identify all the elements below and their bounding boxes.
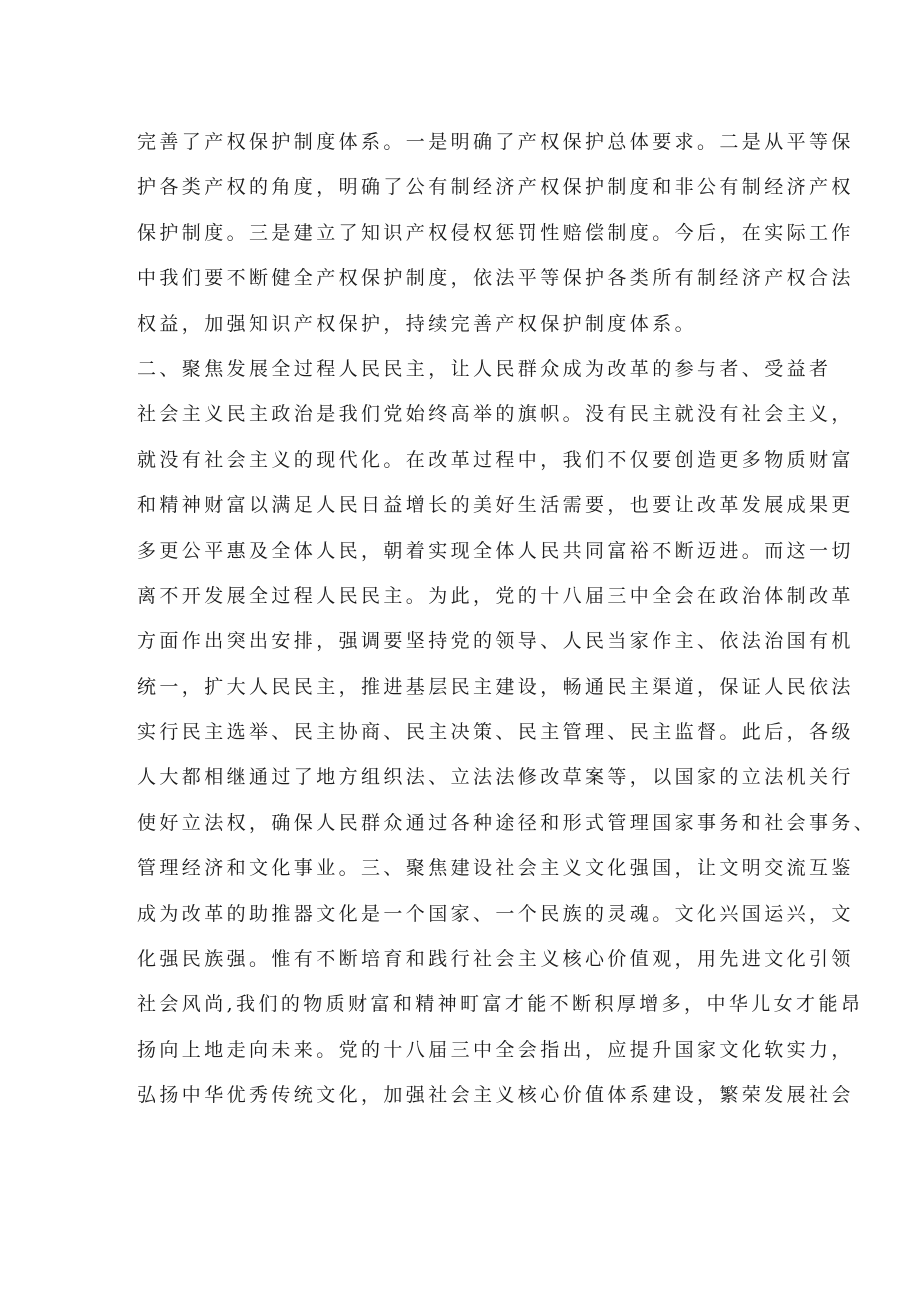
body-text	[137, 120, 877, 1119]
text-line: 权益，加强知识产权保护，持续完善产权保护制度体系。	[137, 312, 698, 335]
text-line: 离不开发展全过程人民民主。为此，党的十八届三中全会在政治体制改革	[137, 584, 854, 607]
text-line: 社会主义民主政治是我们党始终高举的旗帜。没有民主就没有社会主义，	[137, 403, 854, 426]
text-line: 使好立法权，确保人民群众通过各种途径和形式管理国家事务和社会事务、	[137, 811, 877, 834]
text-line: 就没有社会主义的现代化。在改革过程中，我们不仅要创造更多物质财富	[137, 448, 854, 471]
text-line: 人大都相继通过了地方组织法、立法法修改草案等，以国家的立法机关行	[137, 766, 854, 789]
text-line: 扬向上地走向未来。党的十八届三中全会指出，应提升国家文化软实力，	[137, 1038, 854, 1061]
text-line: 中我们要不断健全产权保护制度，依法平等保护各类所有制经济产权合法	[137, 267, 854, 290]
text-line: 方面作出突出安排，强调要坚持党的领导、人民当家作主、依法治国有机	[137, 630, 854, 653]
text-line: 和精神财富以满足人民日益增长的美好生活需要，也要让改革发展成果更	[137, 494, 854, 517]
text-line: 管理经济和文化事业。三、聚焦建设社会主义文化强国，让文明交流互鉴	[137, 857, 854, 880]
text-line: 护各类产权的角度，明确了公有制经济产权保护制度和非公有制经济产权	[137, 176, 854, 199]
text-line: 统一，扩大人民民主，推进基层民主建设，畅通民主渠道，保证人民依法	[137, 675, 854, 698]
text-line: 保护制度。三是建立了知识产权侵权惩罚性赔偿制度。今后，在实际工作	[137, 221, 854, 244]
text-line: 化强民族强。惟有不断培育和践行社会主义核心价值观，用先进文化引领	[137, 948, 854, 971]
text-line: 成为改革的助推器文化是一个国家、一个民族的灵魂。文化兴国运兴，文	[137, 902, 854, 925]
text-line: 社会风尚,我们的物质财富和精神町富才能不断积厚增多，中华儿女才能昂	[137, 993, 864, 1016]
text-line: 弘扬中华优秀传统文化，加强社会主义核心价值体系建设，繁荣发展社会	[137, 1084, 854, 1107]
text-line: 多更公平惠及全体人民，朝着实现全体人民共同富裕不断迈进。而这一切	[137, 539, 854, 562]
text-line: 实行民主选举、民主协商、民主决策、民主管理、民主监督。此后，各级	[137, 721, 854, 744]
text-line: 完善了产权保护制度体系。一是明确了产权保护总体要求。二是从平等保	[137, 131, 854, 153]
section-heading-line: 二、聚焦发展全过程人民民主，让人民群众成为改革的参与者、受益者	[137, 357, 832, 380]
